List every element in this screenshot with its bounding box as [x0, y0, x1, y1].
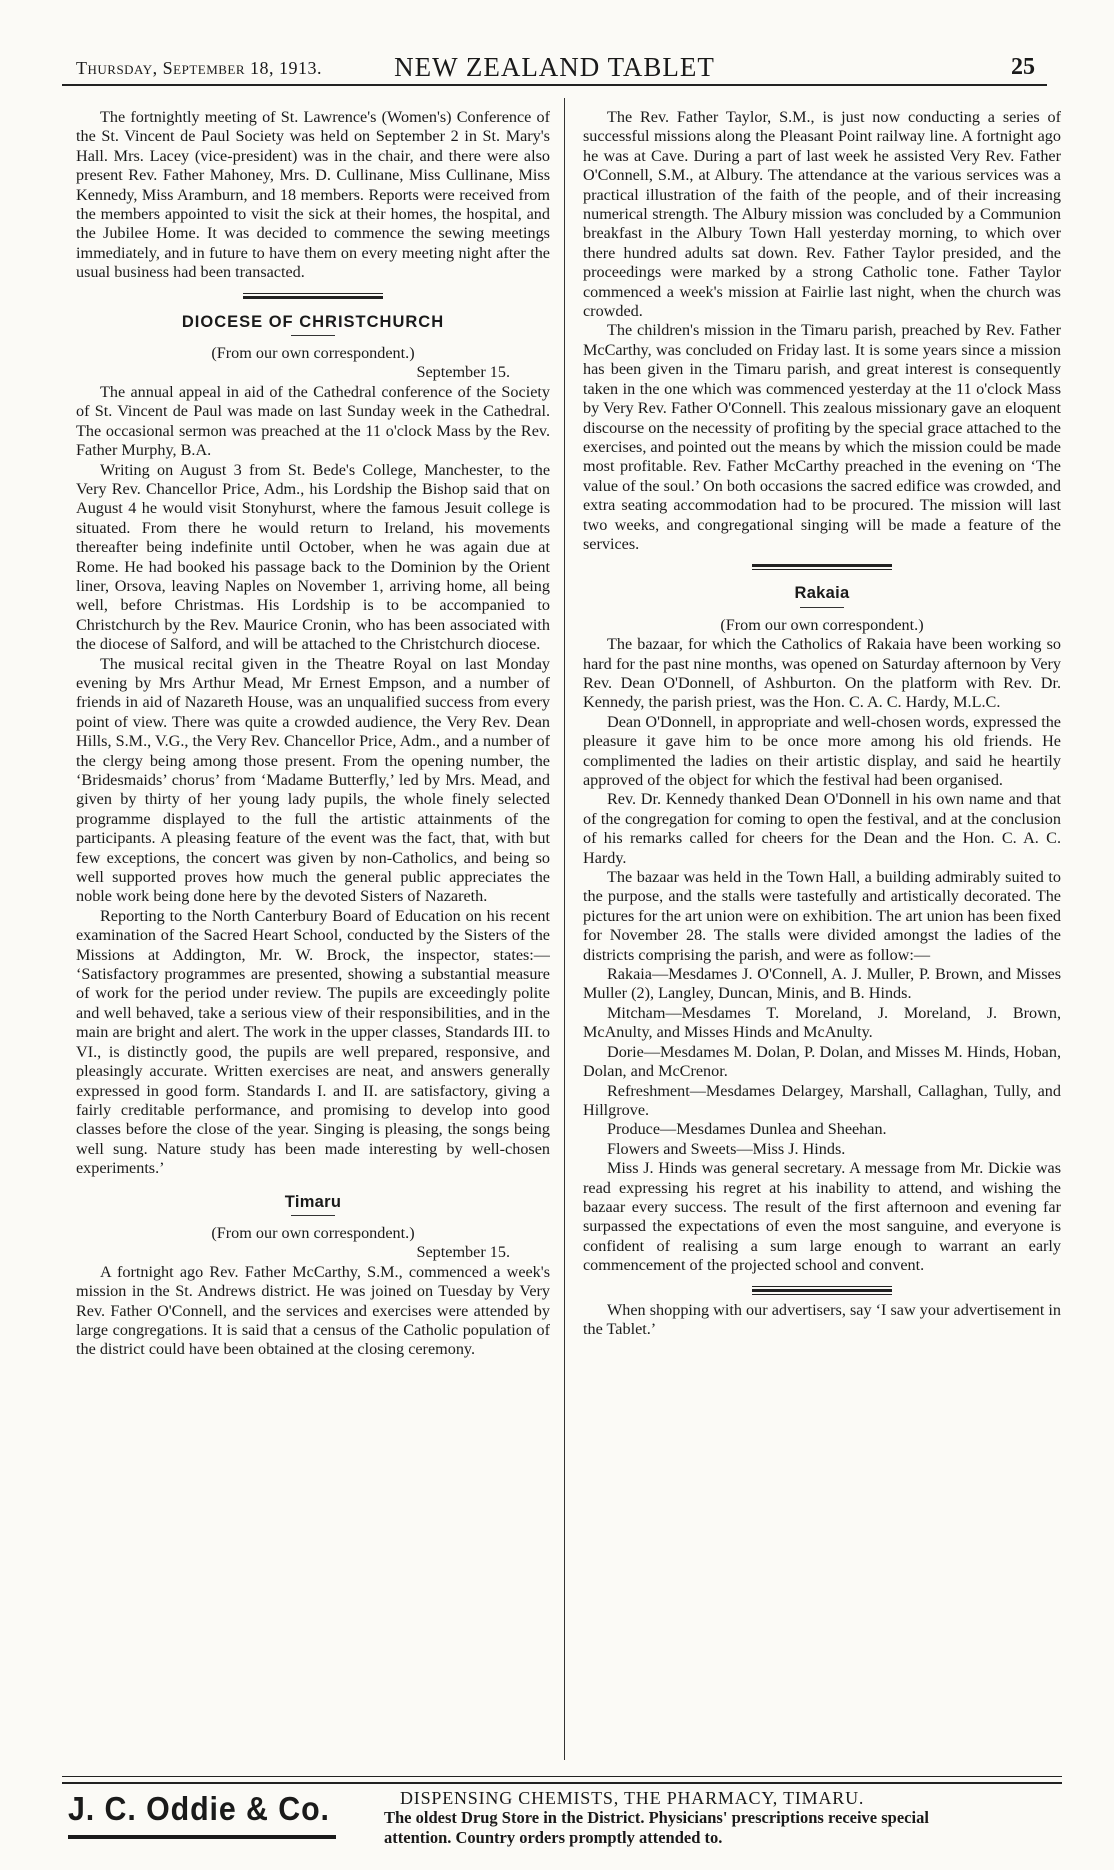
- rakaia-paragraph: The bazaar, for which the Catholics of Rakaia have been working so hard for the past nine months, was opened on Saturday afternoon by Very Rev. Dean O'Donnell, of Ashburton. On the platform with Rev. Dr. Kennedy, the parish priest, was the Hon. C. A. C. Hardy, M.L.C.: [583, 635, 1061, 712]
- advertisement-body: [384, 1808, 1064, 1848]
- christchurch-paragraph: The annual appeal in aid of the Cathedral conference of the Society of St. Vincent de Paul was made on last Sunday week in the Cathedral. The occasional sermon was preached at the 11 o'clock Mass by the Rev. Father Murphy, B.A.: [76, 382, 550, 460]
- advertisement-line: The oldest Drug Store in the District. Physicians' prescriptions receive special: [384, 1808, 929, 1827]
- page-header: [62, 52, 1047, 86]
- christchurch-dateline: September 15.: [416, 363, 510, 382]
- heading-rule: [800, 607, 844, 608]
- stall-list-item: Dorie—Mesdames M. Dolan, P. Dolan, and Misses M. Hinds, Hoban, Dolan, and McCrenor.: [583, 1042, 1061, 1081]
- heading-rule: [291, 1215, 335, 1216]
- stall-list-item: Mitcham—Mesdames T. Moreland, J. Moreland, J. Brown, McAnulty, and Misses Hinds and McAnulty.: [583, 1003, 1061, 1042]
- christchurch-paragraph: The musical recital given in the Theatre Royal on last Monday evening by Mrs Arthur Mead, Mr Ernest Empson, and a number of friends in aid of Nazareth House, was an unqualified success from every point of view. There was quite a crowded audience, the Very Rev. Dean Hills, S.M., V.G., the Very Rev. Chancellor Price, Adm., and a number of the clergy being among those present. From the opening number, the ‘Bridesmaids’ chorus’ from ‘Madame Butterfly,’ led by Mrs. Mead, and given by thirty of her young lady pupils, the whole finely selected programme displayed to the full the artistic attainments of the participants. A pleasing feature of the event was the fact, that, with but few exceptions, the concert was given by non-Catholics, and being so well supported proves how much the general public appreciates the noble work being done here by the devoted Sisters of Nazareth.: [76, 654, 550, 906]
- timaru-correspondent: (From our own correspondent.): [211, 1223, 415, 1242]
- page-number: 25: [1011, 54, 1035, 80]
- section-separator: [243, 293, 383, 299]
- advertisement-headline: DISPENSING CHEMISTS, THE PHARMACY, TIMARU.: [400, 1788, 865, 1808]
- st-lawrence-paragraph: The fortnightly meeting of St. Lawrence's (Women's) Conference of the St. Vincent de Paul Society was held on September 2 in St. Mary's Hall. Mrs. Lacey (vice-president) was in the chair, and there were also present Rev. Father Mahoney, Mrs. D. Cullinane, Miss Cullinane, Miss Kennedy, Miss Aramburn, and 18 members. Reports were received from the members appointed to visit the sick at their homes, the hospital, and the Jubilee Home. It was decided to commence the sewing meetings immediately, and in future to have them on every meeting night after the usual business had been transacted.: [76, 108, 550, 282]
- heading-rule: [291, 335, 335, 336]
- timaru-dateline: September 15.: [416, 1243, 510, 1262]
- christchurch-correspondent: (From our own correspondent.): [211, 344, 415, 363]
- christchurch-heading: DIOCESE OF CHRISTCHURCH: [181, 312, 445, 331]
- advertiser-logo: J. C. Oddie & Co.: [68, 1790, 330, 1827]
- right-column: [583, 108, 1061, 1758]
- rakaia-paragraph: Rev. Dr. Kennedy thanked Dean O'Donnell in his own name and that of the congregation for coming to open the festival, and at the conclusion of his remarks called for cheers for the Dean and the Hon. C. A. C. Hardy.: [583, 790, 1061, 867]
- section-separator: [752, 1286, 892, 1295]
- issue-date: Thursday, September 18, 1913.: [76, 58, 323, 78]
- rakaia-correspondent: (From our own correspondent.): [720, 615, 924, 634]
- rakaia-paragraph: Miss J. Hinds was general secretary. A message from Mr. Dickie was read expressing his regret at his inability to attend, and wishing the bazaar every success. The result of the first afternoon and evening far surpassed the expectations of even the most sanguine, and everyone is confident of realising a sum large enough to warrant an early commencement of the projected school and convent.: [583, 1159, 1061, 1275]
- timaru-continued-paragraph: The children's mission in the Timaru parish, preached by Rev. Father McCarthy, was concluded on Friday last. It is some years since a mission has been given in the Timaru parish, and great interest is consequently taken in the one which was commenced yesterday at the 11 o'clock Mass by Very Rev. Father O'Connell. This zealous missionary gave an eloquent discourse on the necessity of profiting by the special grace attached to the exercises, and pointed out the means by which the mission could be made most profitable. Rev. Father McCarthy preached in the evening on ‘The value of the soul.’ On both occasions the sacred edifice was crowded, and extra seating accommodation had to be procured. The mission will last two weeks, and congregational singing will be made a feature of the services.: [583, 321, 1061, 553]
- masthead-title: NEW ZEALAND TABLET: [394, 52, 715, 82]
- stall-list-item: Flowers and Sweets—Miss J. Hinds.: [607, 1139, 846, 1158]
- advertisement-line: attention. Country orders promptly attended to.: [384, 1828, 723, 1847]
- left-column: [76, 108, 550, 1758]
- rakaia-paragraph: Dean O'Donnell, in appropriate and well-chosen words, expressed the pleasure it gave him to be once more among his old friends. He complimented the ladies on their artistic display, and said he heartily approved of the object for which the festival had been organised.: [583, 712, 1061, 789]
- christchurch-paragraph: Writing on August 3 from St. Bede's College, Manchester, to the Very Rev. Chancellor Price, Adm., his Lordship the Bishop said that on August 4 he would visit Stonyhurst, where the famous Jesuit college is situated. From there he would return to Ireland, his movements thereafter being indefinite until October, when he was again due at Rome. He had booked his passage back to the Dominion by the Orient liner, Orsova, leaving Naples on November 1, arriving home, all being well, before Christmas. His Lordship is to be accompanied to Christchurch by the Rev. Maurice Cronin, who has been associated with the diocese of Salford, and will be attached to the Christchurch diocese.: [76, 460, 550, 654]
- stall-list-item: Refreshment—Mesdames Delargey, Marshall, Callaghan, Tully, and Hillgrove.: [583, 1081, 1061, 1119]
- christchurch-paragraph: Reporting to the North Canterbury Board of Education on his recent examination of the Sacred Heart School, conducted by the Sisters of the Missions at Addington, Mr. W. Brock, the inspector, states:— ‘Satisfactory programmes are presented, showing a substantial measure of work for the period under review. The pupils are exceedingly polite and well behaved, take a serious view of their responsibilities, and in the main are bright and alert. The work in the upper classes, Standards III. to VI., is distinctly good, the pupils are well prepared, responsive, and pleasingly accurate. Written exercises are neat, and answers generally expressed in good form. Standards I. and II. are satisfactory, giving a fairly creditable performance, and promising to develop into good classes before the close of the year. Singing is pleasing, the songs being well sung. Nature study has been made interesting by well-chosen experiments.’: [76, 906, 550, 1178]
- timaru-paragraph: A fortnight ago Rev. Father McCarthy, S.M., commenced a week's mission in the St. Andrews district. He was joined on Tuesday by Very Rev. Father O'Connell, and the services and exercises were attended by large congregations. It is said that a census of the Catholic population of the district could have been obtained at the closing ceremony.: [76, 1262, 550, 1359]
- logo-underline: [68, 1835, 336, 1839]
- stall-list-item: Rakaia—Mesdames J. O'Connell, A. J. Muller, P. Brown, and Misses Muller (2), Langley, Duncan, Minis, and B. Hinds.: [583, 965, 1061, 1003]
- rakaia-paragraph: The bazaar was held in the Town Hall, a building admirably suited to the purpose, and the stalls were tastefully and artistically decorated. The pictures for the art union were on exhibition. The art union has been fixed for November 28. The stalls were divided amongst the ladies of the districts comprising the parish, and were as follow:—: [583, 868, 1061, 964]
- shopping-note: When shopping with our advertisers, say ‘I saw your advertisement in the Tablet.’: [583, 1300, 1061, 1338]
- section-separator: [752, 564, 892, 570]
- footer-rule: [62, 1776, 1062, 1784]
- stall-list-item: Produce—Mesdames Dunlea and Sheehan.: [607, 1120, 887, 1139]
- rakaia-heading: Rakaia: [794, 584, 850, 603]
- timaru-continued-paragraph: The Rev. Father Taylor, S.M., is just now conducting a series of successful missions along the Pleasant Point railway line. A fortnight ago he was at Cave. During a part of last week he assisted Very Rev. Father O'Connell, S.M., at Albury. The attendance at the various services was a practical illustration of the faith of the people, and of their increasing numerical strength. The Albury mission was concluded by a Communion breakfast in the Albury Town Hall yesterday morning, to which over there hundred adults sat down. Rev. Father Taylor presided, and the proceedings were marked by a strong Catholic tone. Father Taylor commenced a week's mission at Fairlie last night, when the church was crowded.: [583, 108, 1061, 321]
- column-divider: [564, 98, 565, 1760]
- timaru-heading: Timaru: [284, 1192, 342, 1211]
